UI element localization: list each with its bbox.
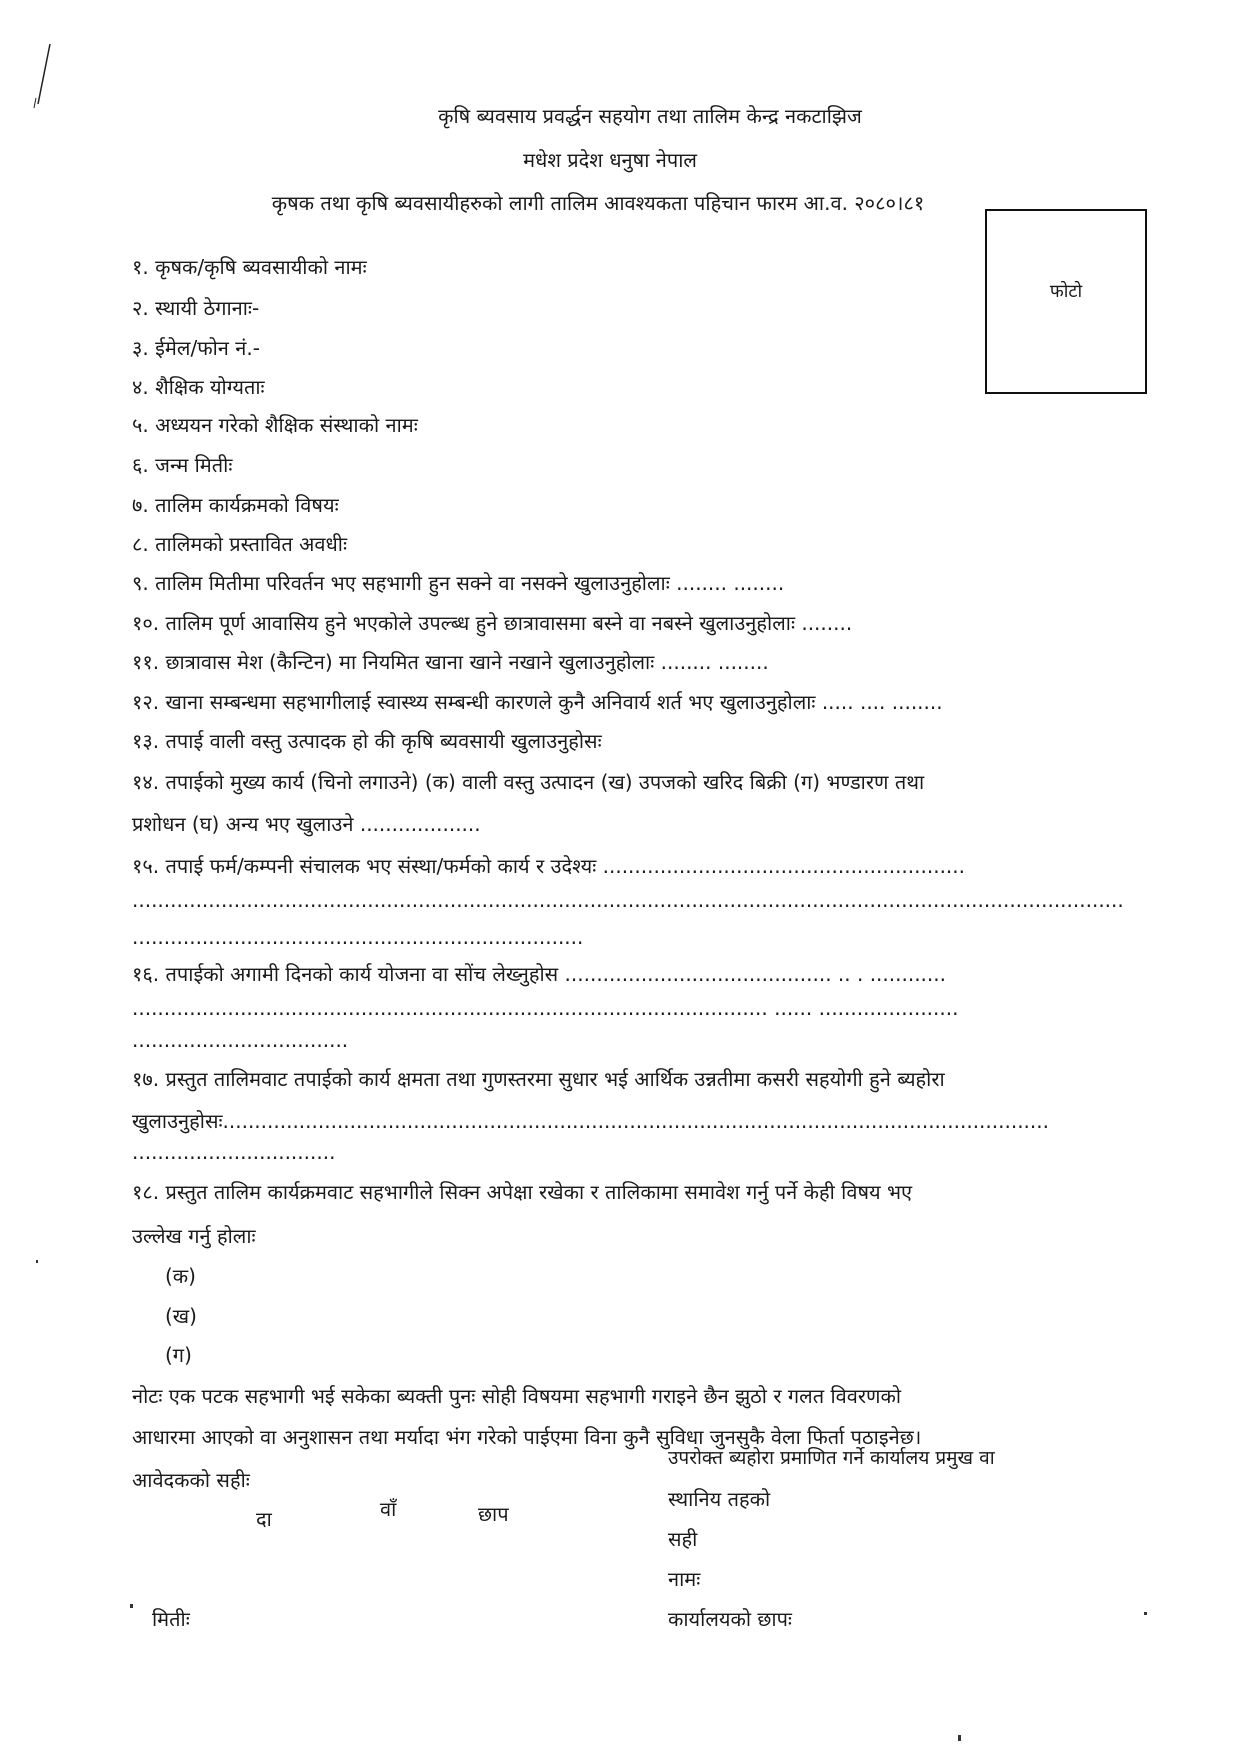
field-email-phone[interactable]: ३. ईमेल/फोन नं.- xyxy=(132,336,260,360)
office-stamp[interactable]: कार्यालयको छापः xyxy=(668,1607,792,1631)
field-main-work-line1[interactable]: १४. तपाईको मुख्य कार्य (चिनो लगाउने) (क) वाली वस्तु उत्पादन (ख) उपजको खरिद बिक्री (ग) भण्डारण तथा xyxy=(132,770,925,794)
field-improvement-line3[interactable]: ................................ xyxy=(132,1140,336,1164)
field-training-subject[interactable]: ७. तालिम कार्यक्रमको विषयः xyxy=(132,493,339,517)
thumb-label-waa: वाँ xyxy=(380,1497,397,1521)
field-date-change[interactable]: ९. तालिम मितीमा परिवर्तन भए सहभागी हुन सक्ने वा नसक्ने खुलाउनुहोलाः ........ ........ xyxy=(132,571,785,595)
field-work-plan-line2[interactable]: .................................................................................................... ...... ...................... xyxy=(132,996,959,1020)
certify-signature[interactable]: सही xyxy=(668,1527,698,1551)
field-health-conditions[interactable]: १२. खाना सम्बन्धमा सहभागीलाई स्वास्थ्य सम्बन्धी कारणले कुनै अनिवार्य शर्त भए खुलाउनुहोलाः ..... .... ........ xyxy=(132,690,943,714)
applicant-signature[interactable]: आवेदकको सहीः xyxy=(132,1468,250,1492)
topic-ka[interactable]: (क) xyxy=(165,1264,196,1288)
header-title: कृषि ब्यवसाय प्रवर्द्धन सहयोग तथा तालिम केन्द्र नकटाझिज xyxy=(438,104,862,128)
field-improvement[interactable]: १७. प्रस्तुत तालिमवाट तपाईको कार्य क्षमता तथा गुणस्तरमा सुधार भई आर्थिक उन्नतीमा कसरी सहयोगी हुने ब्यहोरा xyxy=(132,1067,945,1091)
certify-line1: उपरोक्त ब्यहोरा प्रमाणित गर्ने कार्यालय प्रमुख वा xyxy=(668,1447,995,1469)
topic-kha[interactable]: (ख) xyxy=(165,1304,197,1328)
field-expected-topics-line2[interactable]: उल्लेख गर्नु होलाः xyxy=(132,1224,256,1248)
field-work-plan[interactable]: १६. तपाईको अगामी दिनको कार्य योजना वा सोंच लेख्नुहोस .......................................... .. . ............ xyxy=(132,962,946,986)
note-line2: आधारमा आएको वा अनुशासन तथा मर्यादा भंग गरेको पाईएमा विना कुनै सुविधा जुनसुकै वेला फिर्ता पठाइनेछ। xyxy=(132,1425,922,1449)
field-producer-or-business[interactable]: १३. तपाई वाली वस्तु उत्पादक हो की कृषि ब्यवसायी खुलाउनुहोसः xyxy=(132,729,602,753)
photo-label: फोटो xyxy=(1049,281,1083,302)
note-line1: नोटः एक पटक सहभागी भई सकेका ब्यक्ती पुनः सोही विषयमा सहभागी गराइने छैन झुठो र गलत विवरणको xyxy=(132,1384,902,1408)
certify-name[interactable]: नामः xyxy=(668,1567,701,1591)
field-farmer-name[interactable]: १. कृषक/कृषि ब्यवसायीको नामः xyxy=(132,255,367,279)
header-form-title: कृषक तथा कृषि ब्यवसायीहरुको लागी तालिम आवश्यकता पहिचान फारम आ.व. २०८०।८१ xyxy=(271,191,925,215)
field-birth-date[interactable]: ६. जन्म मितीः xyxy=(132,453,233,477)
field-education[interactable]: ४. शैक्षिक योग्यताः xyxy=(132,375,265,399)
scan-speck xyxy=(958,1735,961,1741)
field-expected-topics[interactable]: १८. प्रस्तुत तालिम कार्यक्रमवाट सहभागीले सिक्न अपेक्षा रखेका र तालिकामा समावेश गर्नु पर्ने केही विषय भए xyxy=(132,1180,913,1204)
field-permanent-address[interactable]: २. स्थायी ठेगानाः- xyxy=(132,296,260,320)
thumb-label-da: दा xyxy=(256,1507,272,1531)
field-work-plan-line3[interactable]: .................................. xyxy=(132,1028,349,1052)
field-firm-purpose-line3[interactable]: ....................................................................... xyxy=(132,925,584,949)
field-canteen-meals[interactable]: ११. छात्रावास मेश (कैन्टिन) मा नियमित खाना खाने नखाने खुलाउनुहोलाः ........ ........ xyxy=(132,650,769,674)
field-firm-purpose[interactable]: १५. तपाई फर्म/कम्पनी संचालक भए संस्था/फर्मको कार्य र उदेश्यः ......................................................... xyxy=(132,854,966,878)
field-firm-purpose-line2[interactable]: ............................................................................................................................................................ xyxy=(132,888,1124,912)
field-improvement-line2[interactable]: खुलाउनुहोसः.................................................................................................................................. xyxy=(132,1109,1049,1133)
scan-speck xyxy=(36,1260,38,1263)
field-institution[interactable]: ५. अध्ययन गरेको शैक्षिक संस्थाको नामः xyxy=(132,413,418,437)
certify-line2: स्थानिय तहको xyxy=(668,1487,771,1511)
scan-speck xyxy=(1144,1612,1147,1615)
field-training-duration[interactable]: ८. तालिमको प्रस्तावित अवधीः xyxy=(132,532,348,556)
field-hostel-stay[interactable]: १०. तालिम पूर्ण आवासिय हुने भएकोले उपल्ब्ध हुने छात्रावासमा बस्ने वा नबस्ने खुलाउनुहोलाः ........ xyxy=(132,611,853,635)
header-subtitle: मधेश प्रदेश धनुषा नेपाल xyxy=(523,148,697,172)
scan-speck xyxy=(130,1604,133,1608)
applicant-date[interactable]: मितीः xyxy=(152,1607,190,1631)
photo-box[interactable] xyxy=(985,209,1147,394)
scan-mark xyxy=(28,40,68,110)
field-main-work-line2[interactable]: प्रशोधन (घ) अन्य भए खुलाउने ................... xyxy=(132,812,481,836)
topic-ga[interactable]: (ग) xyxy=(165,1343,192,1367)
thumb-label-chhap: छाप xyxy=(478,1502,509,1526)
